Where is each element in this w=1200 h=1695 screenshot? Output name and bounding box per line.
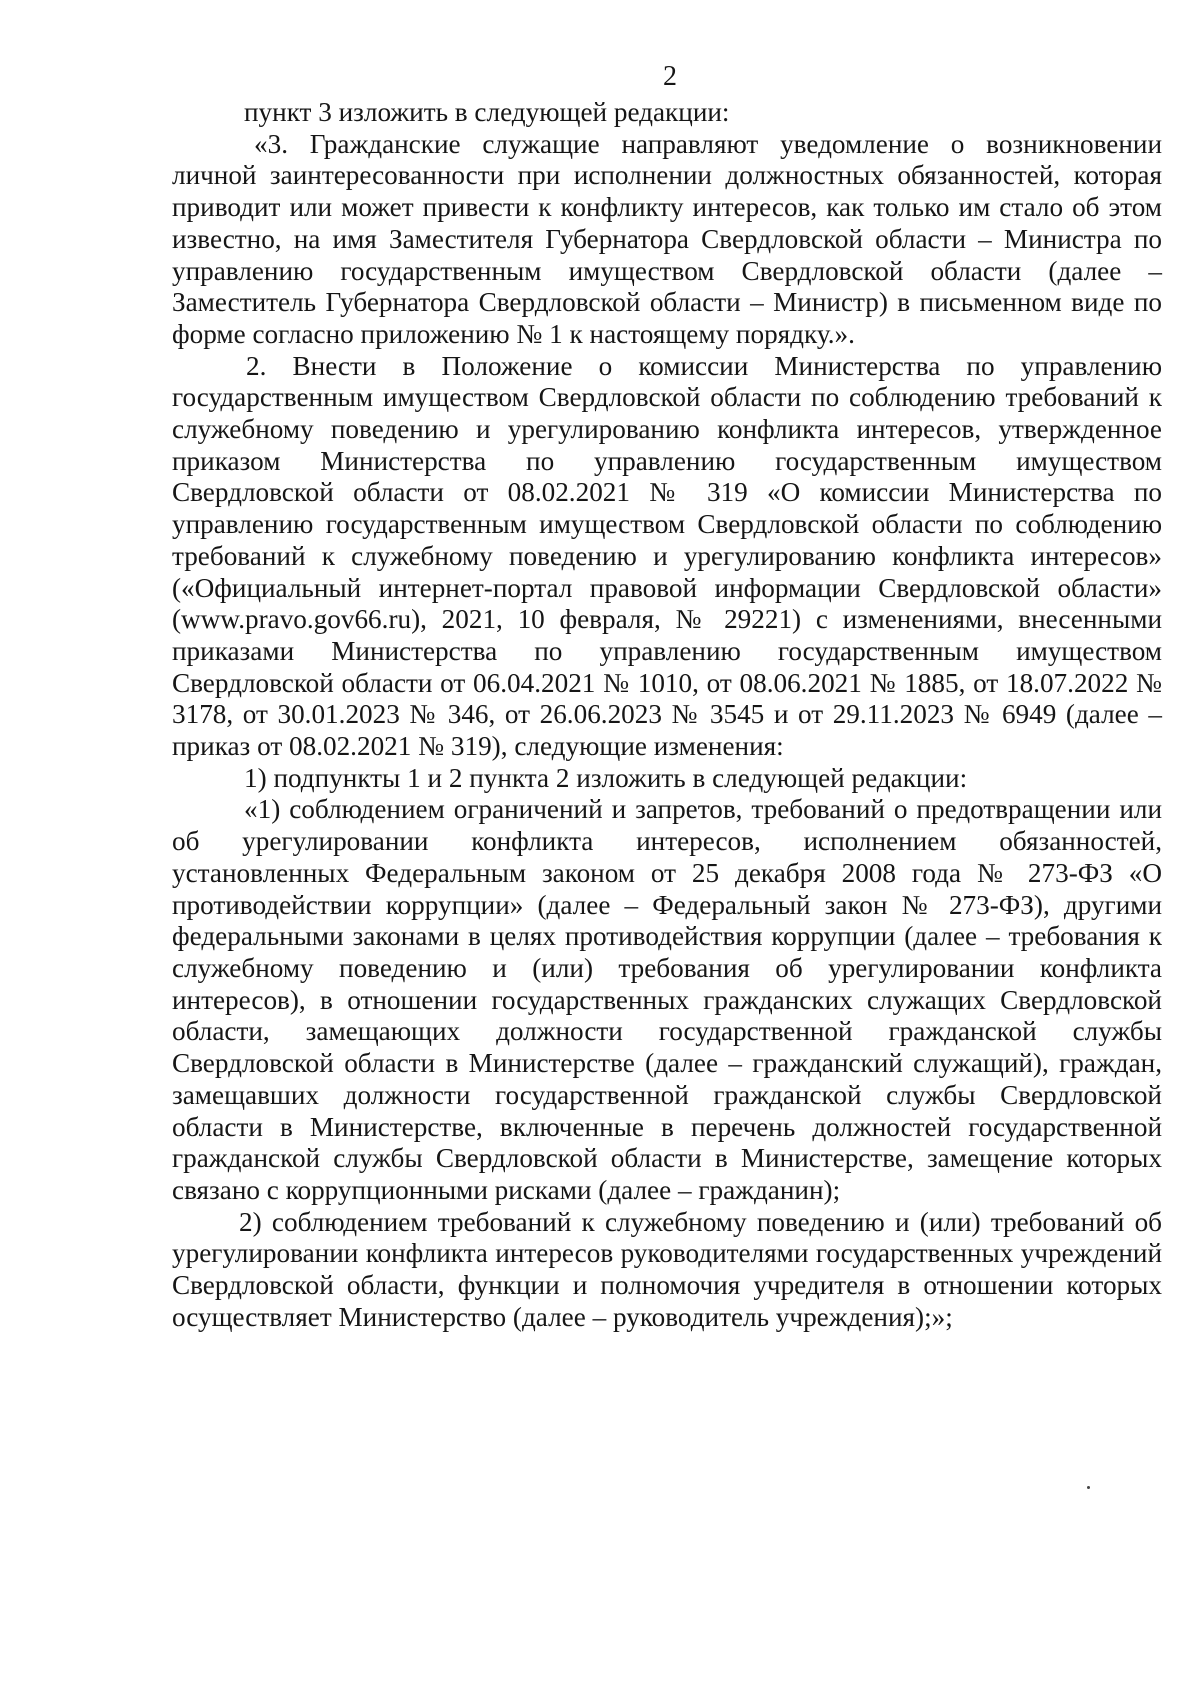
document-body [172,97,1162,1333]
scan-speck [1087,1486,1090,1489]
page-number: 2 [663,61,677,92]
paragraph-point-3: «3. Гражданские служащие направляют уведомление о возникновении личной заинтересованности при исполнении должностных обязанностей, которая приводит или может привести к конфликту интересов, как только им стало об этом известно, на имя Заместителя Губернатора Свердловской области – Министра по управлению государственным имуществом Свердловской области (далее – Заместитель Губернатора Свердловской области – Министр) в письменном виде по форме согласно приложению № 1 к настоящему порядку.». [172,128,1162,349]
paragraph-subpoint-1: «1) соблюдением ограничений и запретов, требований о предотвращении или об урегулировании конфликта интересов, исполнением обязанностей, установленных Федеральным законом от 25 декабря 2008 года № 273-ФЗ «О противодействии коррупции» (далее – Федеральный закон № 273-ФЗ), другими федеральными законами в целях противодействия коррупции (далее – требования к служебному поведению и (или) требования об урегулировании конфликта интересов), в отношении государственных гражданских служащих Свердловской области, замещающих должности государственной гражданской службы Свердловской области в Министерстве (далее – гражданский служащий), граждан, замещавших должности государственной гражданской службы Свердловской области в Министерстве, включенные в перечень должностей государственной гражданской службы Свердловской области в Министерстве, замещение которых связано с коррупционными рисками (далее – гражданин); [172,794,1162,1205]
paragraph-subitem-1: 1) подпункты 1 и 2 пункта 2 изложить в следующей редакции: [244,762,968,793]
paragraph-subpoint-2: 2) соблюдением требований к служебному поведению и (или) требований об урегулировании конфликта интересов руководителями государственных учреждений Свердловской области, функции и полномочия учредителя в отношении которых осуществляет Министерство (далее – руководитель учреждения);»; [172,1206,1162,1332]
paragraph-intro: пункт 3 изложить в следующей редакции: [244,97,730,127]
paragraph-item-2: 2. Внести в Положение о комиссии Министерства по управлению государственным имуществом Свердловской области по соблюдению требований к служебному поведению и урегулированию конфликта интересов, утвержденное приказом Министерства по управлению государственным имуществом Свердловской области от 08.02.2021 № 319 «О комиссии Министерства по управлению государственным имуществом Свердловской области по соблюдению требований к служебному поведению и урегулированию конфликта интересов» («Официальный интернет-портал правовой информации Свердловской области» (www.pravo.gov66.ru), 2021, 10 февраля, № 29221) с изменениями, внесенными приказами Министерства по управлению государственным имуществом Свердловской области от 06.04.2021 № 1010, от 08.06.2021 № 1885, от 18.07.2022 № 3178, от 30.01.2023 № 346, от 26.06.2023 № 3545 и от 29.11.2023 № 6949 (далее – приказ от 08.02.2021 № 319), следующие изменения: [172,350,1162,762]
